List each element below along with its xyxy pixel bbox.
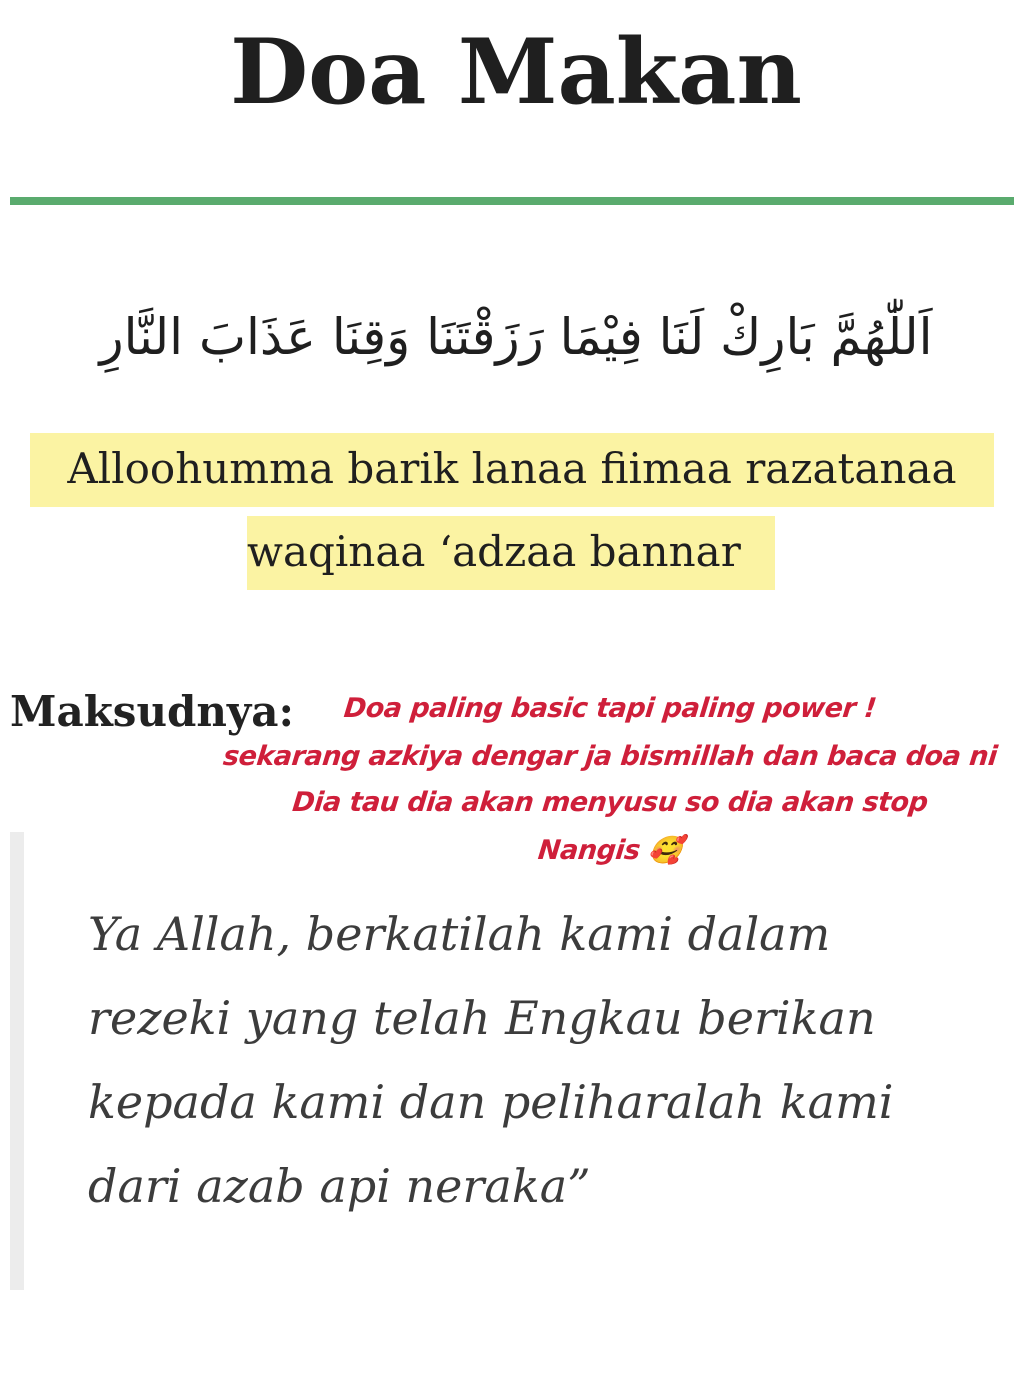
transliteration-line-2: waqinaa ‘adzaa bannar [247,516,775,590]
page-title: Doa Makan [230,19,802,125]
note-line-1: Doa paling basic tapi paling power ! [342,693,878,724]
meaning-line-3: kepada kami dan peliharalah kami [88,1075,894,1129]
section-divider [10,197,1014,205]
note-line-4: Nangis 🥰 [536,835,684,866]
meaning-label: Maksudnya: [10,687,295,736]
note-line-2: sekarang azkiya dengar ja bismillah dan baca doa ni [221,741,999,772]
blockquote-bar [10,832,24,1290]
meaning-line-2: rezeki yang telah Engkau berikan [88,991,876,1045]
note-line-3: Dia tau dia akan menyusu so dia akan stop [290,787,930,818]
meaning-line-1: Ya Allah, berkatilah kami dalam [88,907,831,961]
transliteration-line-1: Alloohumma barik lanaa fiimaa razatanaa [30,433,994,507]
meaning-line-4: dari azab api neraka” [88,1159,591,1213]
arabic-prayer-text: اَللّٰهُمَّ بَارِكْ لَنَا فِيْمَا رَزَقْتَنَا وَقِنَا عَذَابَ النَّارِ [99,308,933,366]
